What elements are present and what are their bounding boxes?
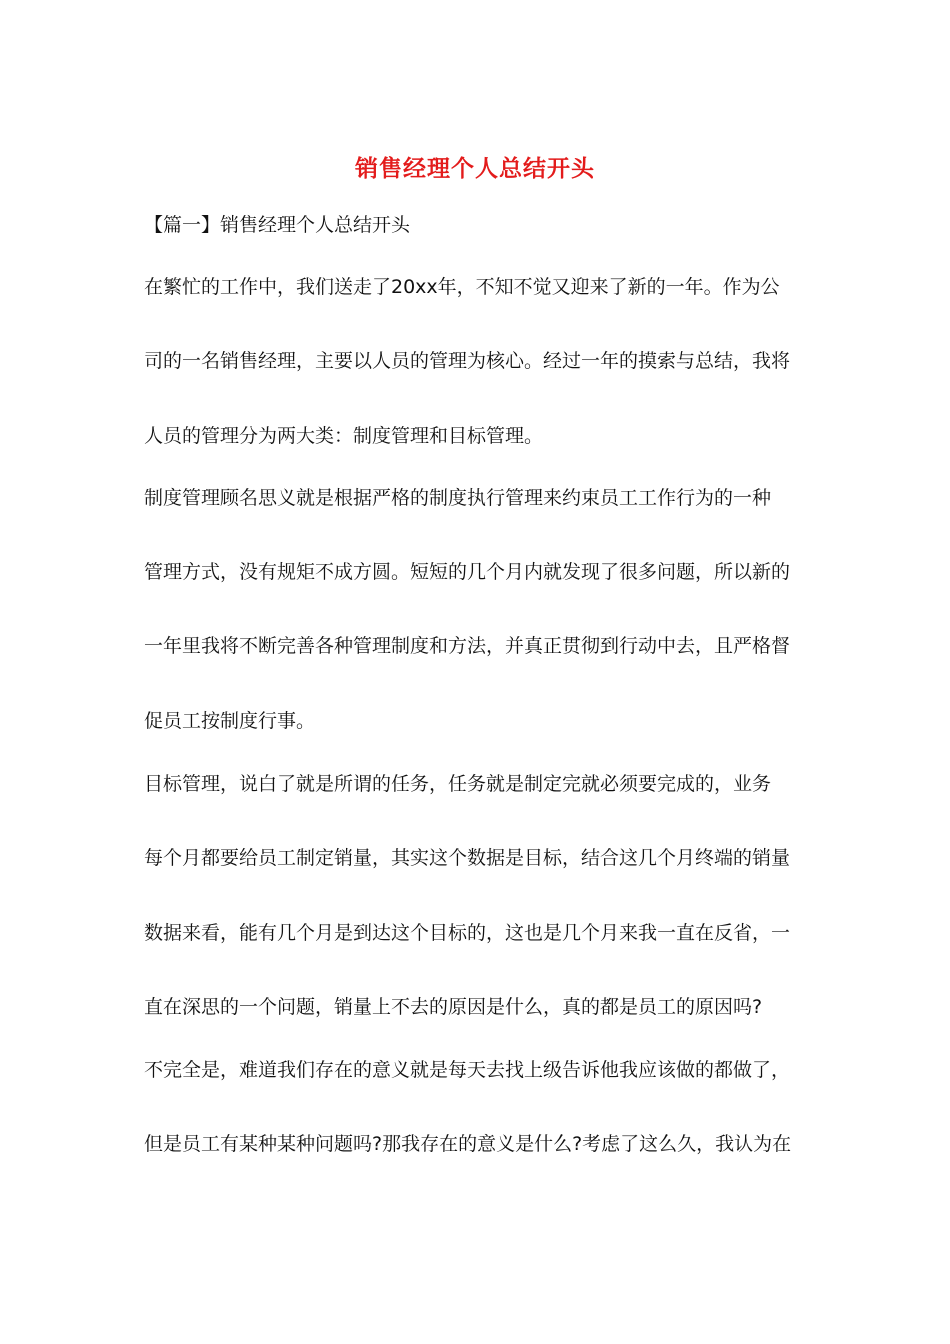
- body-line: 一年里我将不断完善各种管理制度和方法，并真正贯彻到行动中去，且严格督: [144, 635, 791, 657]
- body-line: 制度管理顾名思义就是根据严格的制度执行管理来约束员工工作行为的一种: [144, 487, 772, 509]
- section-heading: 【篇一】销售经理个人总结开头: [144, 214, 411, 236]
- body-line: 目标管理，说白了就是所谓的任务，任务就是制定完就必须要完成的，业务: [144, 773, 772, 795]
- body-line: 促员工按制度行事。: [144, 710, 316, 732]
- body-line: 管理方式，没有规矩不成方圆。短短的几个月内就发现了很多问题，所以新的: [144, 561, 791, 583]
- body-line: 不完全是，难道我们存在的意义就是每天去找上级告诉他我应该做的都做了，: [144, 1059, 791, 1081]
- body-line: 每个月都要给员工制定销量，其实这个数据是目标，结合这几个月终端的销量: [144, 847, 791, 869]
- body-line: 司的一名销售经理，主要以人员的管理为核心。经过一年的摸索与总结，我将: [144, 350, 791, 372]
- body-line: 数据来看，能有几个月是到达这个目标的，这也是几个月来我一直在反省，一: [144, 922, 791, 944]
- body-line: 直在深思的一个问题，销量上不去的原因是什么，真的都是员工的原因吗?: [144, 996, 763, 1018]
- body-line: 人员的管理分为两大类：制度管理和目标管理。: [144, 425, 544, 447]
- body-line: 在繁忙的工作中，我们送走了20xx年，不知不觉又迎来了新的一年。作为公: [144, 276, 780, 298]
- document-title: 销售经理个人总结开头: [355, 156, 595, 182]
- body-line: 但是员工有某种某种问题吗?那我存在的意义是什么?考虑了这么久，我认为在: [144, 1133, 792, 1155]
